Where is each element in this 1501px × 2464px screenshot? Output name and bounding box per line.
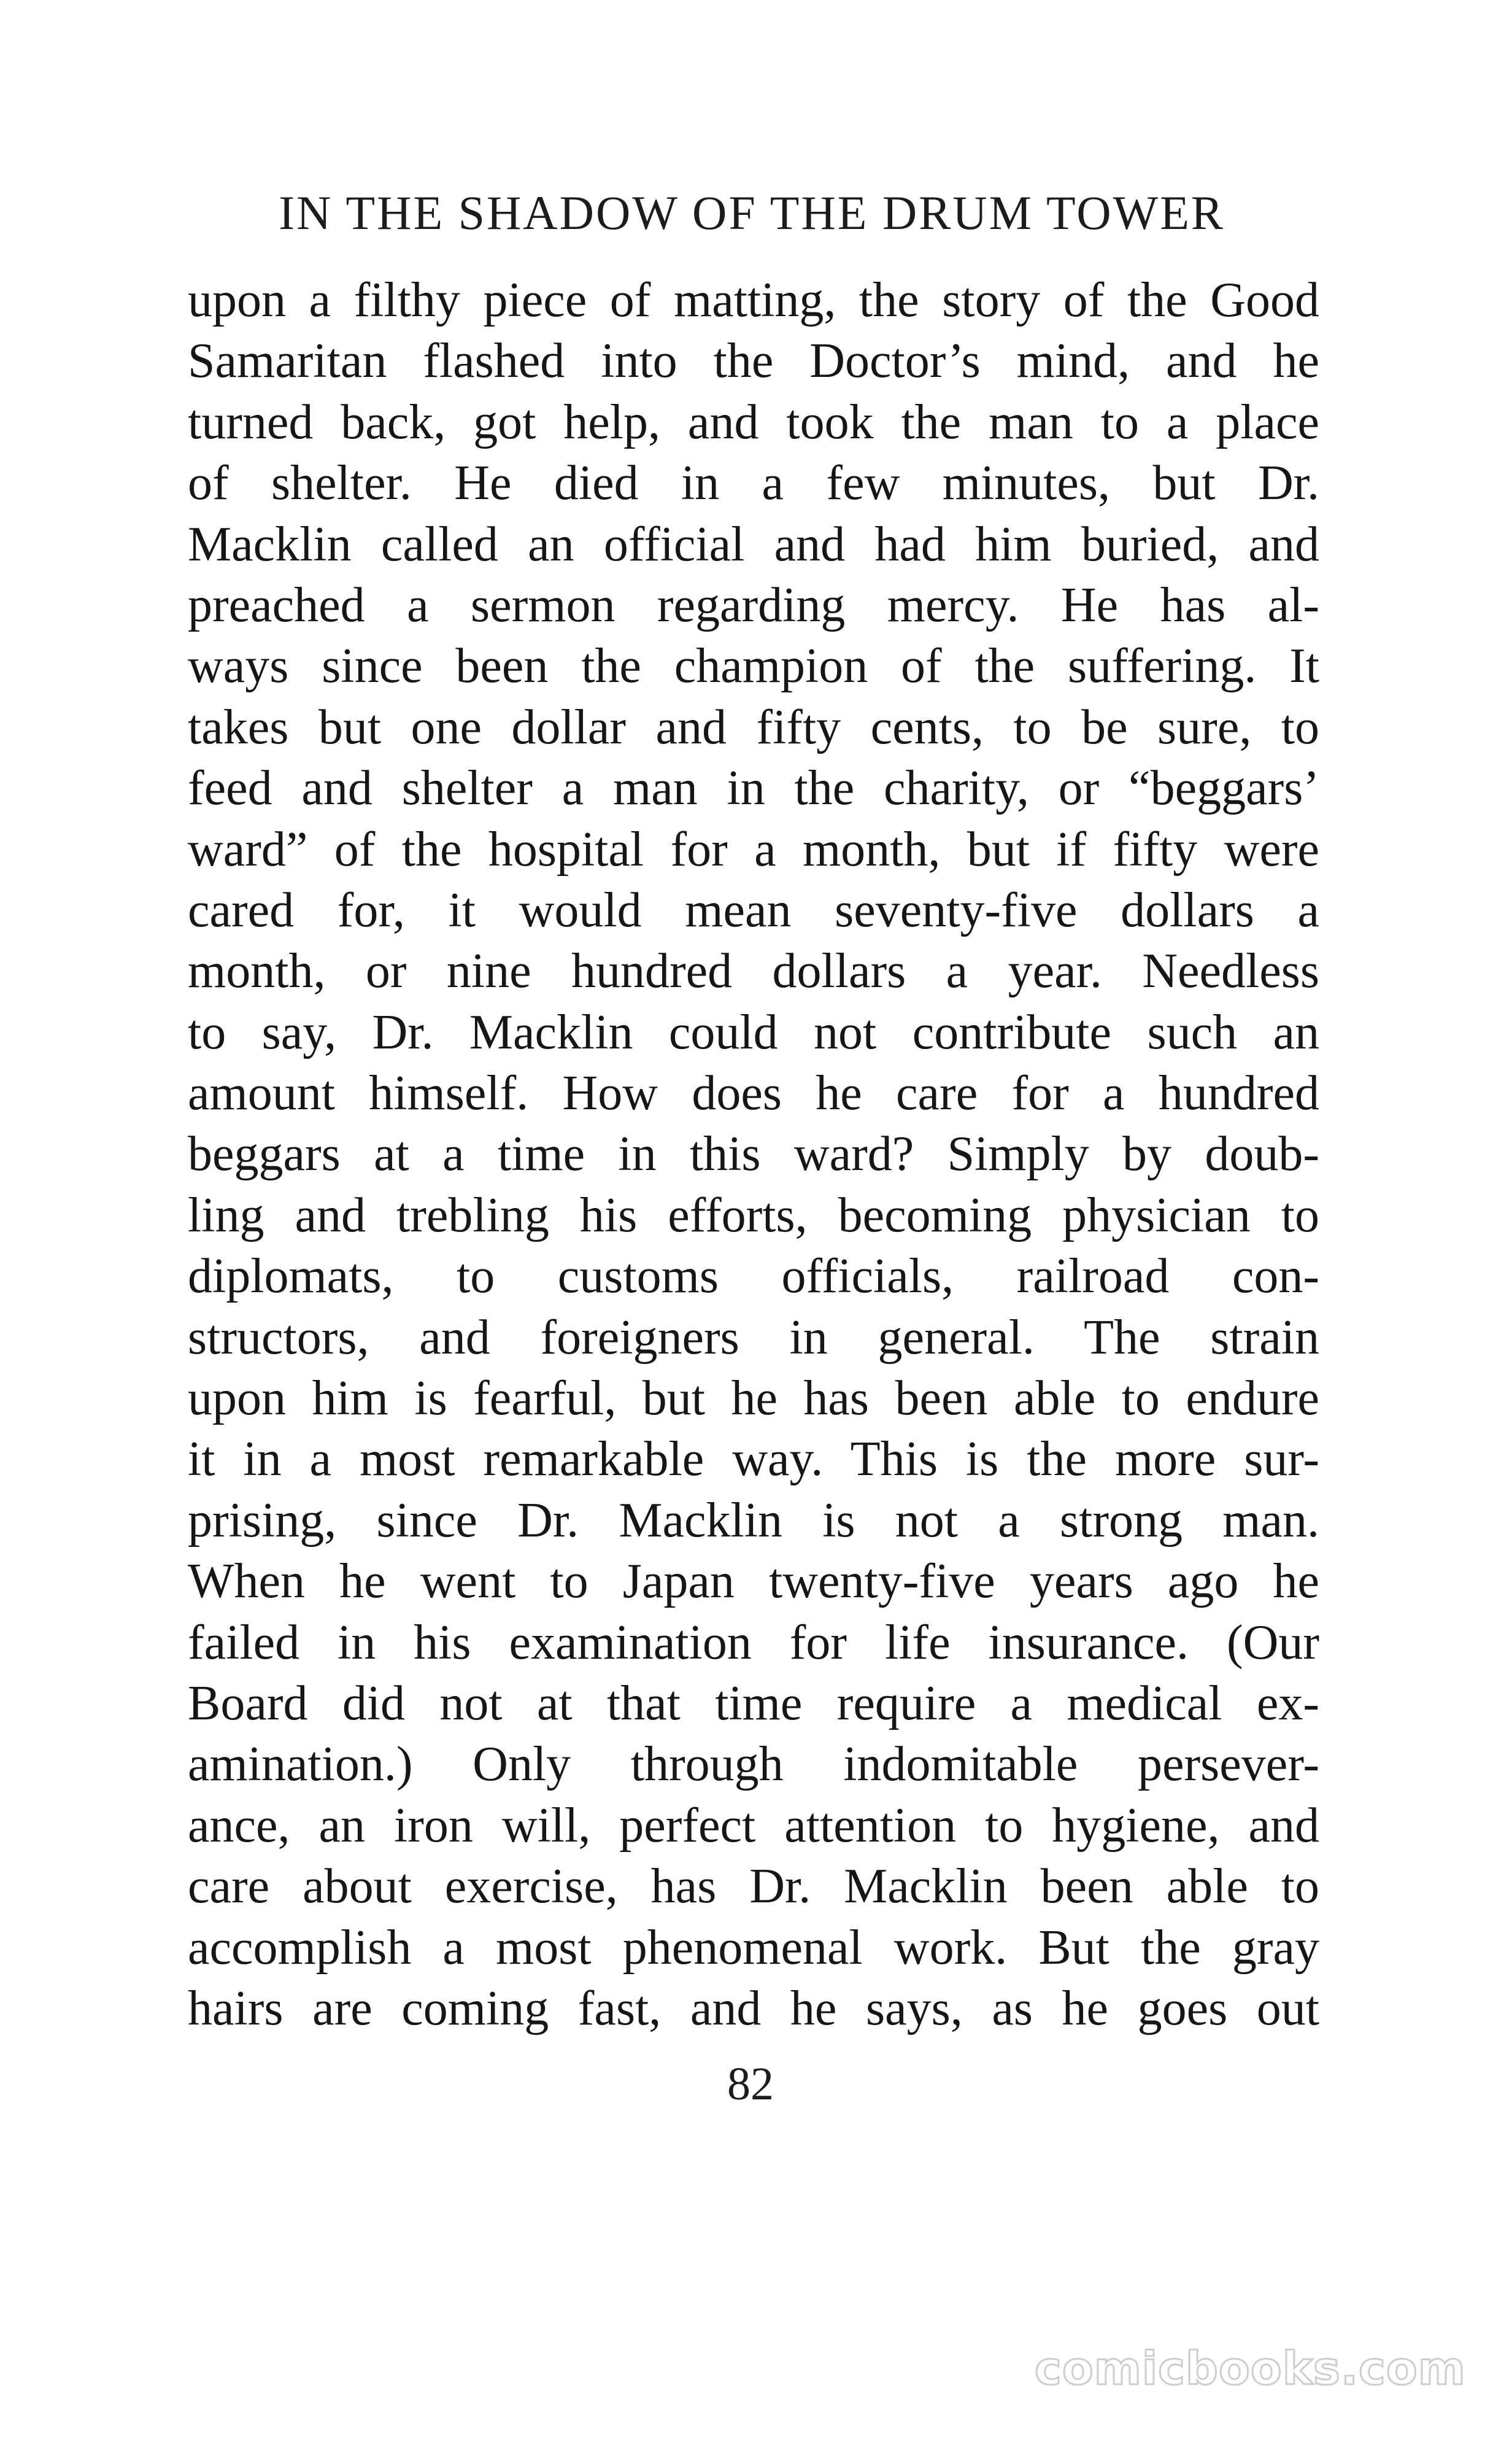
text-line: preached a sermon regarding mercy. He has al- — [188, 578, 1319, 632]
text-line: of shelter. He died in a few minutes, but Dr. — [188, 456, 1319, 511]
text-line: care about exercise, has Dr. Macklin been able to — [188, 1859, 1319, 1914]
text-line: amination.) Only through indomitable persever- — [188, 1737, 1319, 1792]
text-line: ance, an iron will, perfect attention to hygiene, and — [188, 1798, 1319, 1853]
text-line: feed and shelter a man in the charity, or “beggars’ — [188, 761, 1319, 816]
page-number: 82 — [727, 2058, 774, 2110]
text-line: takes but one dollar and fifty cents, to be sure, to — [188, 700, 1319, 754]
text-line: to say, Dr. Macklin could not contribute such an — [188, 1005, 1319, 1060]
text-line: upon him is fearful, but he has been able to endure — [188, 1371, 1319, 1426]
text-line: structors, and foreigners in general. The strain — [188, 1310, 1319, 1365]
text-line: amount himself. How does he care for a hundred — [188, 1066, 1319, 1121]
text-line: month, or nine hundred dollars a year. Needless — [188, 944, 1319, 999]
body-text — [188, 270, 1319, 2039]
text-line: ways since been the champion of the suffering. It — [188, 639, 1319, 694]
running-head: IN THE SHADOW OF THE DRUM TOWER — [279, 186, 1225, 239]
text-line: failed in his examination for life insurance. (Our — [188, 1615, 1319, 1670]
text-line: beggars at a time in this ward? Simply by doub- — [188, 1127, 1319, 1182]
text-line: accomplish a most phenomenal work. But the gray — [188, 1920, 1319, 1975]
text-line: cared for, it would mean seventy-five dollars a — [188, 883, 1319, 937]
text-line: hairs are coming fast, and he says, as he goes out — [188, 1981, 1319, 2036]
text-line: ward” of the hospital for a month, but if fifty were — [188, 822, 1319, 877]
text-line: ling and trebling his efforts, becoming physician to — [188, 1188, 1319, 1242]
watermark: comicbooks.com — [1035, 2342, 1466, 2395]
text-line: upon a filthy piece of matting, the story of the Good — [188, 273, 1319, 327]
text-line: diplomats, to customs officials, railroad con- — [188, 1249, 1319, 1304]
text-line: turned back, got help, and took the man to a place — [188, 395, 1319, 449]
text-line: prising, since Dr. Macklin is not a strong man. — [188, 1493, 1319, 1548]
text-line: Samaritan flashed into the Doctor’s mind, and he — [188, 334, 1319, 389]
text-line: Board did not at that time require a medical ex- — [188, 1676, 1319, 1730]
text-line: When he went to Japan twenty-five years ago he — [188, 1554, 1319, 1609]
text-line: Macklin called an official and had him buried, and — [188, 517, 1319, 571]
text-line: it in a most remarkable way. This is the more sur- — [188, 1432, 1319, 1487]
